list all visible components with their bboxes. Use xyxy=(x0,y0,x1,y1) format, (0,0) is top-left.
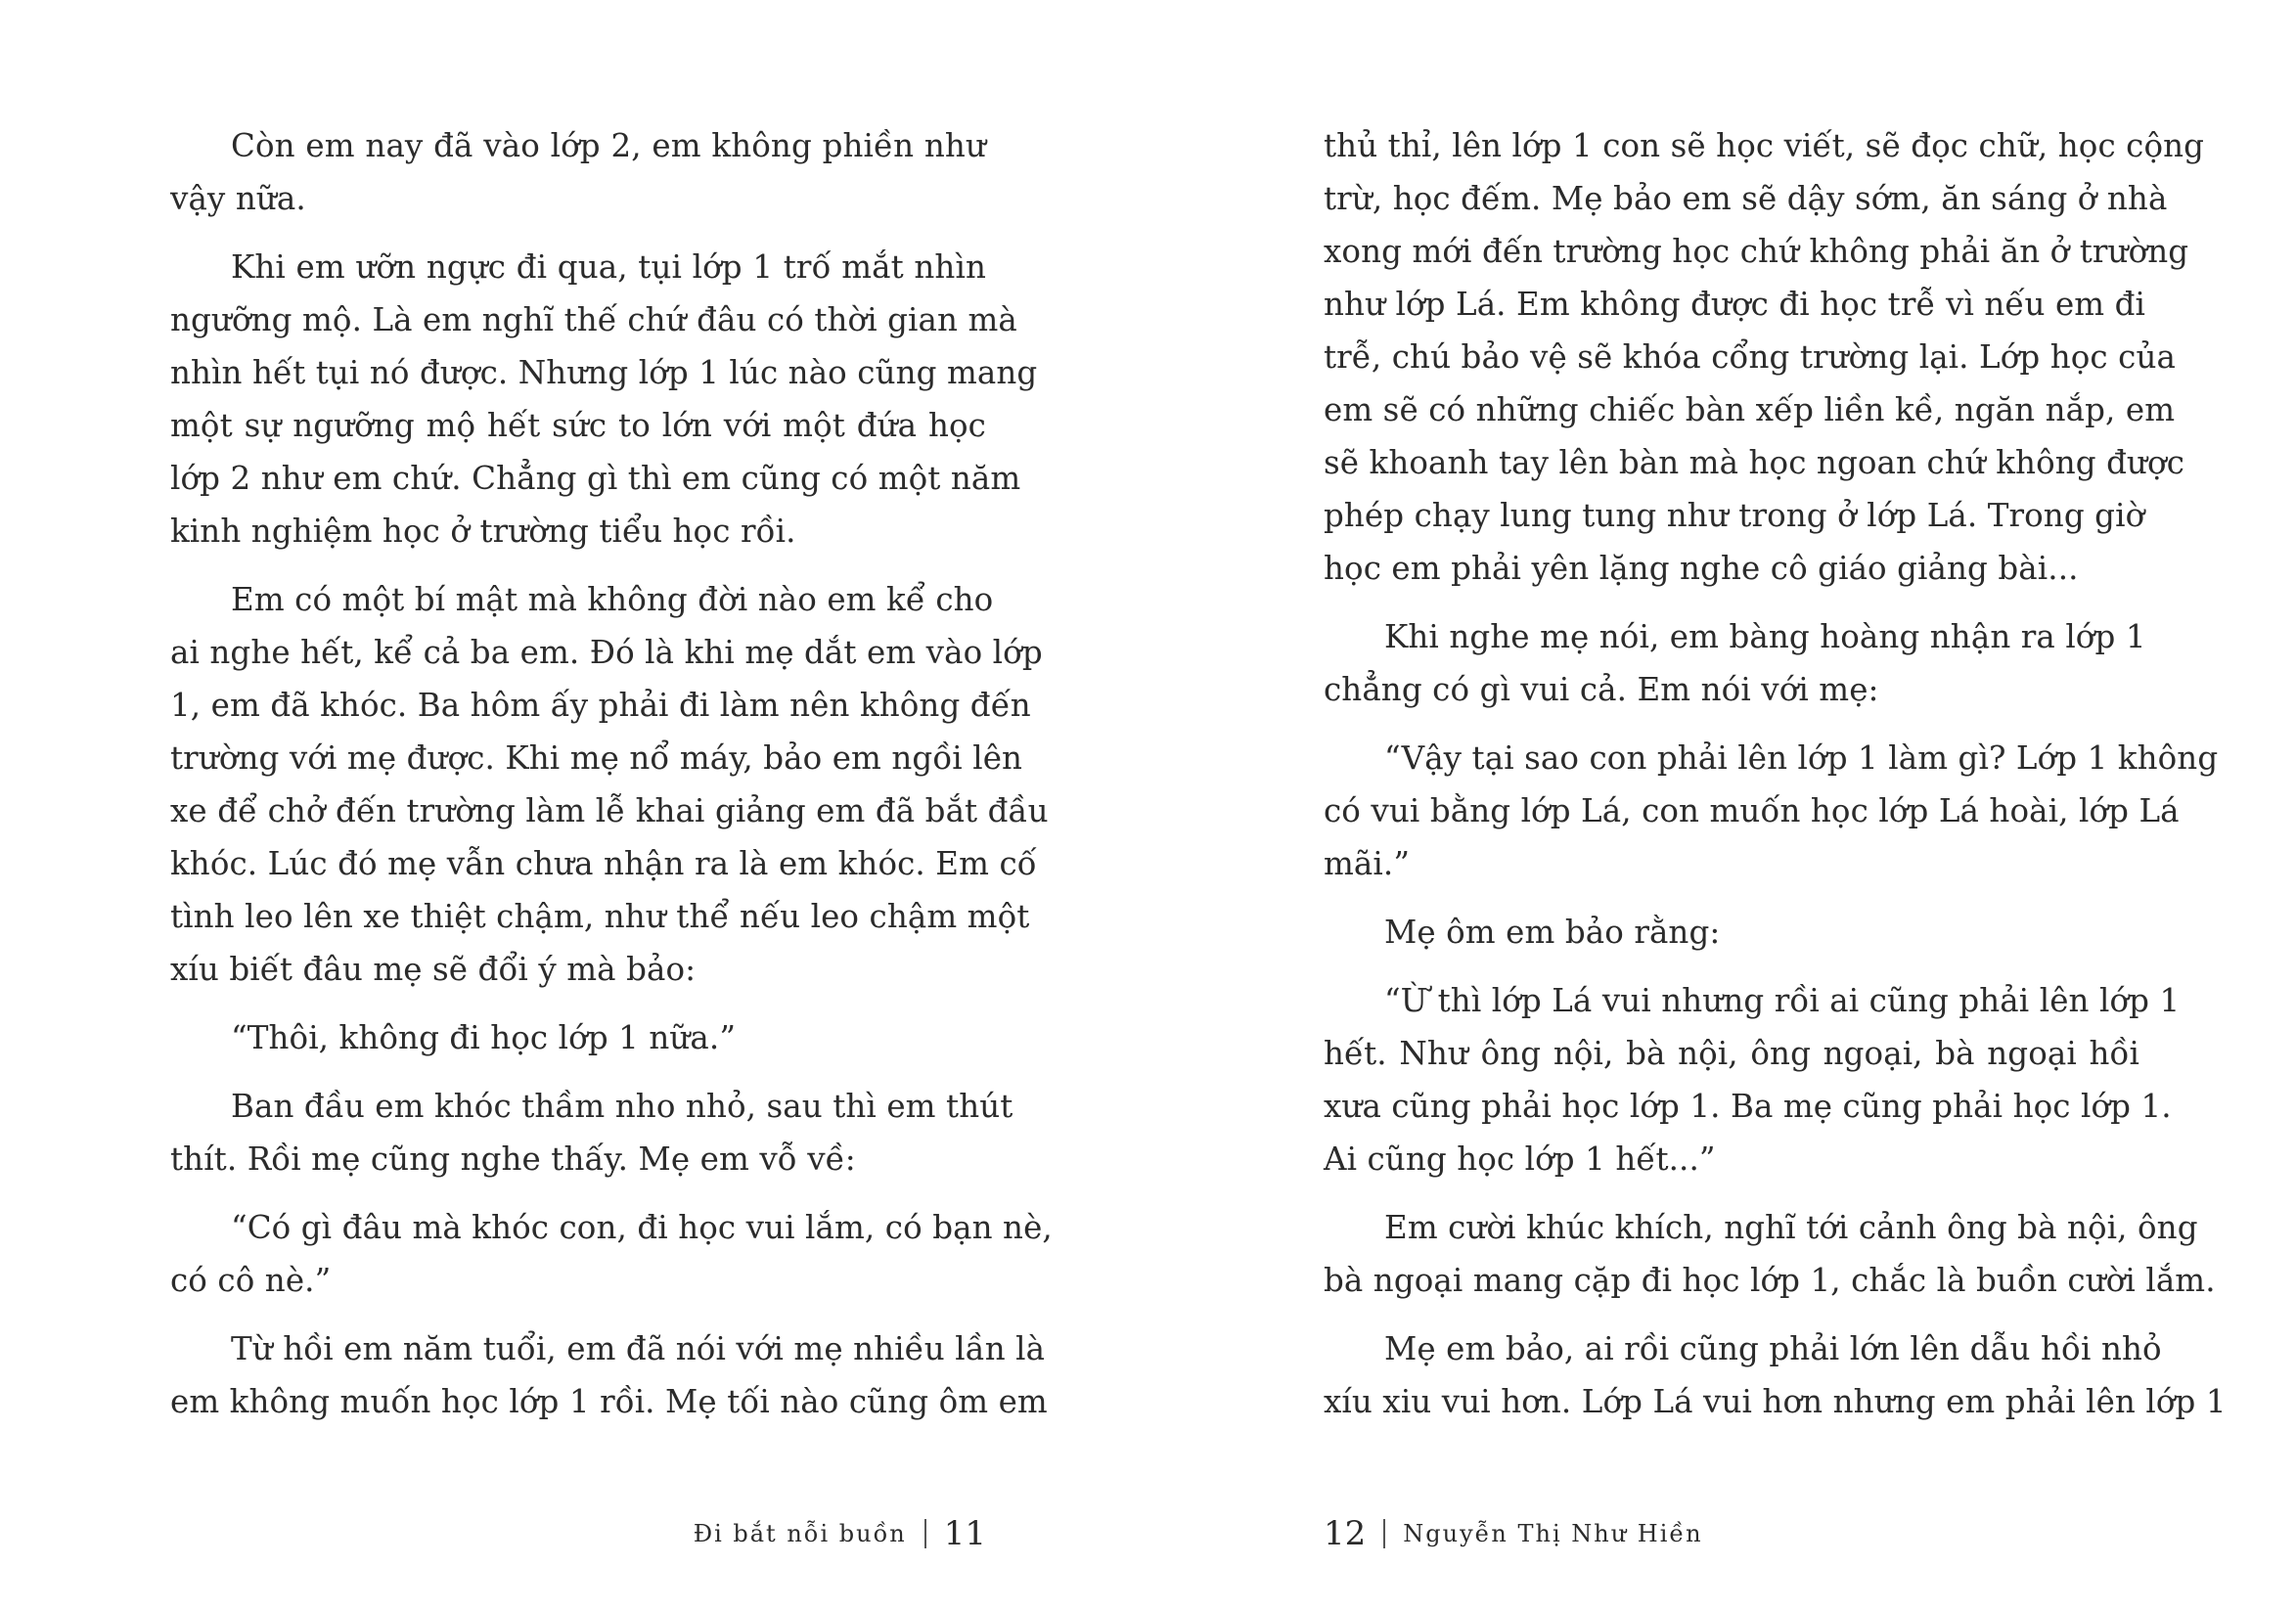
text-line: có cô nè.” xyxy=(170,1262,332,1299)
text-line: xíu xiu vui hơn. Lớp Lá vui hơn nhưng em phải lên lớp 1 xyxy=(1324,1383,2227,1420)
paragraph xyxy=(1324,1201,2216,1307)
text-line: thít. Rồi mẹ cũng nghe thấy. Mẹ em vỗ về: xyxy=(170,1140,856,1178)
text-line: Ai cũng học lớp 1 hết...” xyxy=(1324,1140,1716,1178)
text-line: một sự ngưỡng mộ hết sức to lớn với một đứa học xyxy=(170,407,986,444)
paragraph xyxy=(170,1080,1013,1185)
text-line: “Thôi, không đi học lớp 1 nữa.” xyxy=(231,1019,737,1056)
text-line: sẽ khoanh tay lên bàn mà học ngoan chứ không được xyxy=(1324,444,2185,481)
text-line: em sẽ có những chiếc bàn xếp liền kề, ngăn nắp, em xyxy=(1324,391,2176,428)
footer-divider xyxy=(1383,1519,1385,1548)
text-line: thủ thỉ, lên lớp 1 con sẽ học viết, sẽ đọc chữ, học cộng xyxy=(1324,127,2205,164)
page-number-left: 11 xyxy=(943,1514,986,1553)
text-line: xe để chở đến trường làm lễ khai giảng em đã bắt đầu xyxy=(170,792,1049,829)
paragraph xyxy=(1324,974,2181,1185)
text-line: Mẹ ôm em bảo rằng: xyxy=(1384,914,1721,951)
book-title: Đi bắt nỗi buồn xyxy=(693,1520,907,1547)
paragraph xyxy=(170,1322,1048,1428)
text-line: trừ, học đếm. Mẹ bảo em sẽ dậy sớm, ăn sáng ở nhà xyxy=(1324,180,2168,217)
page-number-right: 12 xyxy=(1324,1514,1367,1553)
paragraph xyxy=(1324,906,2139,959)
text-line: Mẹ em bảo, ai rồi cũng phải lớn lên dẫu hồi nhỏ xyxy=(1384,1330,2162,1367)
right-page-footer xyxy=(1324,1514,1703,1553)
text-line: xong mới đến trường học chứ không phải ăn ở trường xyxy=(1324,233,2189,270)
paragraph xyxy=(1324,610,2146,716)
text-line: Em cười khúc khích, nghĩ tới cảnh ông bà nội, ông xyxy=(1384,1209,2198,1246)
author-name: Nguyễn Thị Như Hiền xyxy=(1403,1520,1703,1547)
text-line: trường với mẹ được. Khi mẹ nổ máy, bảo em ngồi lên xyxy=(170,739,1023,777)
text-line: bà ngoại mang cặp đi học lớp 1, chắc là buồn cười lắm. xyxy=(1324,1262,2216,1299)
text-line: Ban đầu em khóc thầm nho nhỏ, sau thì em thút xyxy=(231,1088,1013,1125)
text-line: chẳng có gì vui cả. Em nói với mẹ: xyxy=(1324,671,1879,708)
text-line: Khi em ưỡn ngực đi qua, tụi lớp 1 trố mắt nhìn xyxy=(231,248,986,286)
text-line: ai nghe hết, kể cả ba em. Đó là khi mẹ dắt em vào lớp xyxy=(170,634,1043,671)
text-line: xíu biết đâu mẹ sẽ đổi ý mà bảo: xyxy=(170,951,697,988)
left-page-footer xyxy=(694,1514,986,1553)
paragraph xyxy=(170,573,1049,996)
text-line: có vui bằng lớp Lá, con muốn học lớp Lá hoài, lớp Lá xyxy=(1324,792,2180,829)
text-line: “Vậy tại sao con phải lên lớp 1 làm gì? Lớp 1 không xyxy=(1384,739,2219,777)
text-line: Còn em nay đã vào lớp 2, em không phiền như xyxy=(231,127,986,164)
text-line: ngưỡng mộ. Là em nghĩ thế chứ đâu có thời gian mà xyxy=(170,301,1017,338)
paragraph xyxy=(170,1201,1053,1307)
text-line: lớp 2 như em chứ. Chẳng gì thì em cũng có một năm xyxy=(170,460,1021,497)
paragraph xyxy=(170,241,1038,558)
text-line: học em phải yên lặng nghe cô giáo giảng bài... xyxy=(1324,550,2079,587)
text-line: tình leo lên xe thiệt chậm, như thể nếu leo chậm một xyxy=(170,898,1030,935)
text-line: nhìn hết tụi nó được. Nhưng lớp 1 lúc nào cũng mang xyxy=(170,354,1038,391)
paragraph xyxy=(1324,1322,2227,1428)
text-line: em không muốn học lớp 1 rồi. Mẹ tối nào cũng ôm em xyxy=(170,1383,1048,1420)
text-line: kinh nghiệm học ở trường tiểu học rồi. xyxy=(170,513,796,550)
text-line: Từ hồi em năm tuổi, em đã nói với mẹ nhiều lần là xyxy=(231,1330,1046,1367)
text-line: Em có một bí mật mà không đời nào em kể cho xyxy=(231,581,994,618)
right-page-body xyxy=(1324,119,2227,1444)
text-line: “Ừ thì lớp Lá vui nhưng rồi ai cũng phải lên lớp 1 xyxy=(1384,982,2181,1019)
text-line: khóc. Lúc đó mẹ vẫn chưa nhận ra là em khóc. Em cố xyxy=(170,845,1037,882)
text-line: hết. Như ông nội, bà nội, ông ngoại, bà ngoại hồi xyxy=(1324,1035,2139,1072)
text-line: vậy nữa. xyxy=(170,180,306,217)
text-line: “Có gì đâu mà khóc con, đi học vui lắm, có bạn nè, xyxy=(231,1209,1053,1246)
paragraph xyxy=(170,1011,986,1064)
text-line: mãi.” xyxy=(1324,845,1411,882)
text-line: phép chạy lung tung như trong ở lớp Lá. Trong giờ xyxy=(1324,497,2145,534)
left-page-body xyxy=(170,119,1053,1444)
paragraph xyxy=(1324,732,2219,890)
paragraph xyxy=(170,119,986,225)
text-line: Khi nghe mẹ nói, em bàng hoàng nhận ra lớp 1 xyxy=(1384,618,2146,655)
text-line: trễ, chú bảo vệ sẽ khóa cổng trường lại. Lớp học của xyxy=(1324,338,2176,376)
text-line: xưa cũng phải học lớp 1. Ba mẹ cũng phải học lớp 1. xyxy=(1324,1088,2172,1125)
text-line: như lớp Lá. Em không được đi học trễ vì nếu em đi xyxy=(1324,286,2146,323)
paragraph xyxy=(1324,119,2205,595)
text-line: 1, em đã khóc. Ba hôm ấy phải đi làm nên không đến xyxy=(170,687,1031,724)
footer-divider xyxy=(924,1519,926,1548)
